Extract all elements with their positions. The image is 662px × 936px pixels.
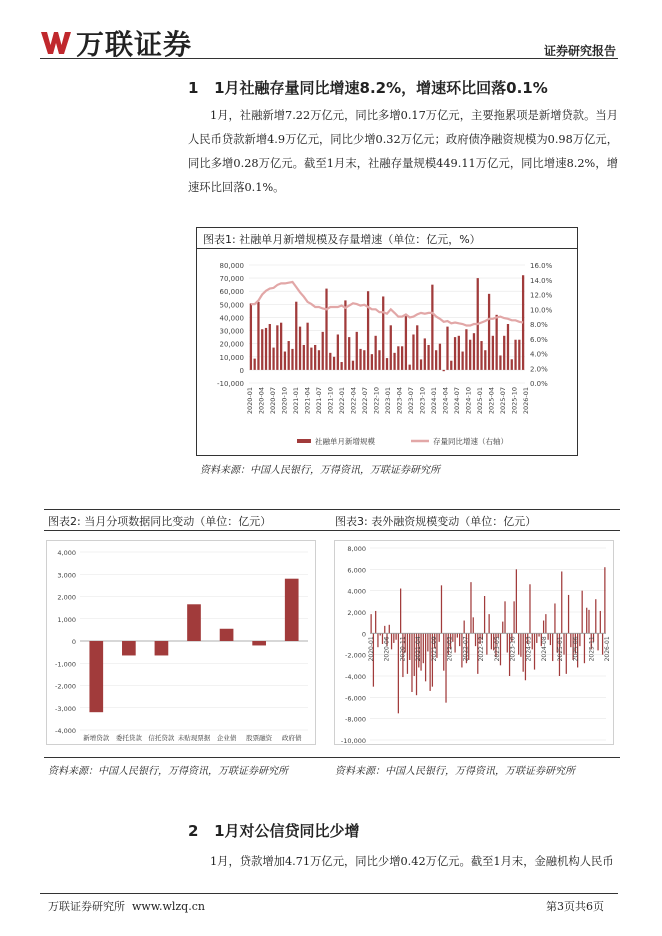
y-left-tick-label: 70,000 [219, 275, 244, 284]
bar-monthly-new-financing [378, 350, 380, 370]
x-tick-label: 2021-10 [326, 387, 335, 415]
bar-monthly-new-financing [427, 345, 429, 370]
y-tick-label: -3,000 [55, 704, 76, 713]
bar-monthly-new-financing [416, 325, 418, 370]
y-tick-label: 2,000 [347, 609, 366, 617]
bar-monthly-new-financing [254, 359, 256, 370]
bar-offbalance-change [371, 614, 372, 633]
x-tick-label: 2025-11 [588, 636, 596, 662]
y-tick-label: 0 [71, 638, 76, 646]
category-label: 新增贷款 [83, 734, 110, 742]
bar-offbalance-change [597, 633, 598, 650]
header-divider [40, 58, 618, 59]
bar-monthly-new-financing [439, 344, 441, 370]
bar-monthly-new-financing [473, 333, 475, 370]
x-tick-label: 2024-07 [453, 387, 461, 415]
bar-offbalance-change [409, 633, 410, 660]
y-tick-label: 2,000 [57, 593, 76, 602]
figure-row-top-rule [44, 509, 620, 510]
section-2-number: 2 [188, 822, 199, 840]
y-tick-label: 1,000 [57, 615, 76, 624]
bar-offbalance-change [491, 633, 492, 649]
bar-monthly-new-financing [496, 315, 498, 370]
bar-offbalance-change [395, 633, 396, 639]
bar-offbalance-change [516, 569, 517, 633]
bar-offbalance-change [582, 591, 583, 634]
bar-monthly-new-financing [371, 354, 373, 370]
x-tick-label: 2020-07 [269, 387, 277, 415]
bar-monthly-new-financing [503, 336, 505, 370]
bar-monthly-new-financing [265, 328, 267, 370]
bar-monthly-new-financing [348, 337, 350, 370]
bar-offbalance-change [543, 621, 544, 634]
figure-1-source: 资料来源：中国人民银行，万得资讯，万联证券研究所 [200, 465, 440, 476]
bar-monthly-new-financing [269, 324, 271, 370]
bar-monthly-new-financing [409, 365, 411, 370]
bar-offbalance-change [550, 633, 551, 645]
bar-offbalance-change [375, 611, 376, 633]
bar-offbalance-change [441, 585, 442, 633]
bar-monthly-new-financing [318, 350, 320, 370]
y-right-tick-label: 8.0% [530, 321, 548, 329]
chart-frame [47, 541, 316, 745]
footer-divider [40, 893, 618, 894]
footer-left [48, 898, 205, 914]
bar-monthly-new-financing [405, 316, 407, 370]
y-tick-label: -8,000 [345, 715, 366, 724]
y-tick-label: -2,000 [345, 651, 366, 660]
bar-monthly-new-financing [386, 358, 388, 370]
category-label: 企业债 [216, 734, 237, 742]
legend-label-bar: 社融单月新增规模 [315, 437, 375, 446]
bar-monthly-new-financing [450, 361, 452, 370]
x-tick-label: 2022-07 [462, 636, 470, 662]
bar-4 [187, 604, 201, 641]
bar-offbalance-change [427, 633, 428, 651]
y-left-tick-label: 0 [239, 366, 244, 375]
bar-monthly-new-financing [333, 357, 335, 370]
bar-monthly-new-financing [499, 355, 501, 369]
bar-monthly-new-financing [390, 325, 392, 370]
bar-monthly-new-financing [424, 338, 426, 369]
bar-2 [122, 641, 136, 655]
bar-offbalance-change [407, 633, 408, 674]
figure-row-bottom-rule [44, 757, 620, 758]
bar-offbalance-change [604, 567, 605, 633]
x-tick-label: 2022-12 [478, 636, 486, 662]
category-label: 股票融资 [246, 734, 273, 742]
report-type-label: 证券研究报告 [543, 44, 616, 58]
bar-monthly-new-financing [314, 345, 316, 370]
x-tick-label: 2023-04 [395, 387, 404, 415]
bar-monthly-new-financing [288, 341, 290, 370]
y-left-tick-label: 40,000 [219, 314, 244, 323]
y-tick-label: 6,000 [347, 566, 366, 575]
bar-monthly-new-financing [431, 285, 433, 370]
x-tick-label: 2021-01 [292, 387, 300, 415]
bar-offbalance-change [439, 633, 440, 642]
bar-monthly-new-financing [272, 348, 274, 370]
y-right-tick-label: 4.0% [530, 350, 548, 359]
bar-offbalance-change [566, 633, 567, 674]
x-tick-label: 2020-01 [246, 387, 254, 415]
section-1-title: 1月社融存量同比增速8.2%，增速环比回落0.1% [214, 79, 548, 97]
y-left-tick-label: 20,000 [219, 340, 244, 349]
bar-offbalance-change [538, 633, 539, 636]
bar-monthly-new-financing [340, 362, 342, 370]
x-tick-label: 2025-06 [572, 636, 580, 662]
bar-offbalance-change [393, 633, 394, 643]
x-tick-label: 2024-04 [441, 387, 450, 415]
x-tick-label: 2025-04 [487, 387, 496, 415]
bar-monthly-new-financing [329, 353, 331, 370]
footer-page-number: 第3页共6页 [546, 900, 604, 913]
y-left-tick-label: 30,000 [219, 327, 244, 336]
bar-7 [285, 579, 299, 641]
bar-monthly-new-financing [443, 370, 445, 371]
figure-1-chart [197, 249, 577, 454]
y-right-tick-label: 2.0% [530, 365, 548, 374]
x-tick-label: 2026-01 [522, 387, 530, 415]
x-tick-label: 2025-01 [556, 636, 564, 662]
x-tick-label: 2022-04 [349, 387, 358, 415]
bar-offbalance-change [588, 610, 589, 633]
y-tick-label: -4,000 [345, 673, 366, 681]
bar-monthly-new-financing [511, 359, 513, 370]
bar-offbalance-change [389, 625, 390, 634]
logo-text: 万联证券 [76, 28, 193, 61]
bar-monthly-new-financing [507, 324, 509, 370]
bar-offbalance-change [502, 622, 503, 634]
line-stock-growth [251, 282, 523, 326]
x-tick-label: 2021-07 [315, 387, 323, 415]
y-tick-label: -4,000 [55, 727, 76, 735]
section-1-paragraph: 1月，社融新增7.22万亿元，同比多增0.17万亿元，主要拖累项是新增贷款。当月人民币贷款新增4.9万亿元，同比少增0.32万亿元；政府债净融资规模为0.98万亿元，同比多增0.28万亿元。截至1月末，社融存量规模449.11万亿元，同比增速8.2%，增速环比回落0.1%。 [188, 109, 618, 194]
x-tick-label: 2022-02 [446, 636, 454, 662]
bar-monthly-new-financing [492, 336, 494, 370]
x-tick-label: 2024-03 [525, 636, 533, 662]
bar-monthly-new-financing [412, 334, 414, 369]
bar-offbalance-change [486, 633, 487, 654]
x-tick-label: 2023-07 [407, 387, 415, 415]
bar-monthly-new-financing [359, 349, 361, 370]
x-tick-label: 2022-07 [361, 387, 369, 415]
footer-url[interactable]: www.wlzq.cn [132, 900, 205, 913]
section-2-heading [188, 820, 360, 841]
bar-offbalance-change [484, 596, 485, 633]
section-1-number: 1 [188, 79, 199, 97]
bar-offbalance-change [595, 599, 596, 633]
bar-offbalance-change [391, 633, 392, 649]
bar-monthly-new-financing [446, 327, 448, 370]
section-1-heading [188, 77, 548, 98]
bar-monthly-new-financing [363, 350, 365, 370]
bar-monthly-new-financing [518, 340, 520, 370]
bar-offbalance-change [377, 633, 378, 647]
bar-offbalance-change [473, 617, 474, 633]
bar-offbalance-change [554, 603, 555, 633]
bar-monthly-new-financing [420, 359, 422, 369]
x-tick-label: 2020-11 [399, 636, 407, 662]
bar-monthly-new-financing [310, 348, 312, 370]
bar-offbalance-change [536, 633, 537, 643]
bar-monthly-new-financing [397, 346, 399, 370]
figure-row-title-rule [44, 530, 620, 531]
y-tick-label: -2,000 [55, 682, 76, 691]
bar-3 [155, 641, 169, 655]
y-right-tick-label: 10.0% [530, 306, 553, 315]
bar-monthly-new-financing [337, 334, 339, 369]
bar-monthly-new-financing [276, 325, 278, 370]
y-right-tick-label: 12.0% [530, 291, 553, 300]
figure-3-chart [334, 540, 614, 745]
bar-monthly-new-financing [280, 323, 282, 370]
bar-monthly-new-financing [325, 289, 327, 370]
y-tick-label: -6,000 [345, 694, 366, 703]
legend-label-line: 存量同比增速（右轴） [433, 437, 508, 446]
x-tick-label: 2025-10 [510, 387, 519, 415]
y-tick-label: -1,000 [55, 660, 76, 669]
figure-3-title: 图表3: 表外融资规模变动（单位：亿元） [335, 515, 537, 528]
category-label: 未贴现票据 [177, 734, 211, 742]
logo-w-icon [40, 29, 72, 57]
bar-monthly-new-financing [469, 340, 471, 370]
bar-offbalance-change [513, 601, 514, 633]
x-tick-label: 2020-01 [368, 636, 375, 662]
bar-monthly-new-financing [295, 302, 297, 370]
bar-offbalance-change [443, 633, 444, 670]
bar-monthly-new-financing [306, 323, 308, 370]
y-left-tick-label: 50,000 [219, 301, 244, 310]
bar-offbalance-change [400, 589, 401, 634]
bar-monthly-new-financing [284, 352, 286, 370]
bar-offbalance-change [504, 601, 505, 633]
bar-offbalance-change [529, 584, 530, 633]
bar-monthly-new-financing [250, 303, 252, 369]
y-left-tick-label: 80,000 [219, 262, 244, 270]
bar-monthly-new-financing [484, 350, 486, 370]
section-2-title: 1月对公信贷同比少增 [214, 822, 360, 840]
x-tick-label: 2024-10 [464, 387, 473, 415]
bar-monthly-new-financing [356, 332, 358, 370]
figure-2-title: 图表2: 当月分项数据同比变动（单位：亿元） [48, 515, 272, 528]
bar-monthly-new-financing [322, 332, 324, 370]
bar-monthly-new-financing [352, 361, 354, 370]
bar-1 [89, 641, 103, 712]
x-tick-label: 2026-01 [604, 636, 611, 662]
bar-5 [220, 629, 234, 641]
x-tick-label: 2024-08 [541, 636, 549, 662]
bar-monthly-new-financing [454, 337, 456, 370]
x-tick-label: 2023-10 [418, 387, 427, 415]
bar-6 [252, 641, 266, 645]
bar-monthly-new-financing [382, 296, 384, 369]
legend-swatch-bar [297, 439, 311, 443]
bar-offbalance-change [518, 633, 519, 654]
bar-offbalance-change [507, 633, 508, 652]
bar-offbalance-change [523, 633, 524, 671]
figure-3-source: 资料来源：中国人民银行，万得资讯，万联证券研究所 [335, 766, 575, 777]
x-tick-label: 2024-01 [430, 387, 438, 415]
x-tick-label: 2021-04 [303, 387, 312, 415]
y-left-tick-label: 60,000 [219, 288, 244, 297]
bar-offbalance-change [584, 633, 585, 663]
x-tick-label: 2022-10 [372, 387, 381, 415]
y-left-tick-label: 10,000 [219, 353, 244, 362]
y-tick-label: -10,000 [340, 737, 366, 745]
bar-offbalance-change [384, 626, 385, 633]
bar-monthly-new-financing [299, 327, 301, 370]
bar-offbalance-change [459, 633, 460, 646]
figure-2-source: 资料来源：中国人民银行，万得资讯，万联证券研究所 [48, 766, 288, 777]
bar-offbalance-change [520, 633, 521, 656]
y-left-tick-label: -10,000 [216, 380, 244, 388]
x-tick-label: 2020-10 [280, 387, 289, 415]
bar-monthly-new-financing [261, 329, 263, 370]
x-tick-label: 2023-10 [509, 636, 517, 662]
bar-monthly-new-financing [458, 336, 460, 370]
y-right-tick-label: 6.0% [530, 335, 548, 344]
category-label: 委托贷款 [115, 734, 142, 742]
category-label: 信托贷款 [148, 734, 175, 742]
y-right-tick-label: 14.0% [530, 276, 553, 285]
x-tick-label: 2020-06 [383, 636, 391, 662]
y-right-tick-label: 16.0% [530, 262, 553, 270]
bar-monthly-new-financing [480, 341, 482, 370]
bar-monthly-new-financing [367, 291, 369, 370]
bar-monthly-new-financing [303, 345, 305, 370]
y-right-tick-label: 0.0% [530, 380, 548, 388]
y-tick-label: 8,000 [347, 545, 366, 553]
y-tick-label: 4,000 [57, 549, 76, 557]
bar-monthly-new-financing [461, 352, 463, 370]
figure-1-title: 图表1: 社融单月新增规模及存量增速（单位：亿元，%） [203, 233, 481, 246]
x-tick-label: 2025-07 [499, 387, 507, 415]
bar-monthly-new-financing [488, 294, 490, 370]
bar-offbalance-change [545, 614, 546, 633]
x-tick-label: 2025-01 [476, 387, 484, 415]
bar-monthly-new-financing [465, 329, 467, 370]
bar-offbalance-change [534, 633, 535, 669]
bar-offbalance-change [411, 633, 412, 692]
bar-offbalance-change [489, 614, 490, 633]
bar-monthly-new-financing [375, 336, 377, 370]
y-tick-label: 3,000 [57, 571, 76, 580]
figure-2-chart [46, 540, 316, 745]
bar-offbalance-change [470, 582, 471, 633]
bar-offbalance-change [568, 595, 569, 633]
brand-logo [40, 26, 192, 60]
bar-monthly-new-financing [393, 353, 395, 370]
bar-offbalance-change [454, 633, 455, 652]
bar-offbalance-change [600, 611, 601, 633]
bar-offbalance-change [561, 571, 562, 633]
x-tick-label: 2023-05 [493, 636, 501, 662]
y-tick-label: 0 [361, 630, 366, 639]
bar-offbalance-change [457, 633, 458, 637]
x-tick-label: 2020-04 [257, 387, 266, 415]
category-label: 政府债 [281, 734, 302, 742]
x-tick-label: 2022-01 [338, 387, 346, 415]
y-tick-label: 4,000 [347, 587, 366, 596]
figure-1-frame [196, 227, 578, 456]
bar-monthly-new-financing [401, 346, 403, 370]
bar-monthly-new-financing [257, 302, 259, 370]
bar-offbalance-change [423, 633, 424, 663]
bar-monthly-new-financing [291, 349, 293, 370]
x-tick-label: 2021-04 [415, 636, 423, 662]
bar-offbalance-change [586, 608, 587, 634]
bar-offbalance-change [552, 633, 553, 661]
footer-org: 万联证券研究所 [48, 900, 125, 913]
section-2-paragraph: 1月，贷款增加4.71万亿元，同比少增0.42万亿元。截至1月末，金融机构人民币 [210, 855, 614, 868]
bar-offbalance-change [425, 633, 426, 681]
bar-monthly-new-financing [344, 300, 346, 369]
x-tick-label: 2021-09 [430, 636, 438, 662]
bar-monthly-new-financing [435, 350, 437, 370]
bar-offbalance-change [464, 621, 465, 634]
bar-offbalance-change [570, 633, 571, 647]
bar-monthly-new-financing [514, 340, 516, 370]
x-tick-label: 2023-01 [384, 387, 392, 415]
bar-offbalance-change [475, 633, 476, 646]
